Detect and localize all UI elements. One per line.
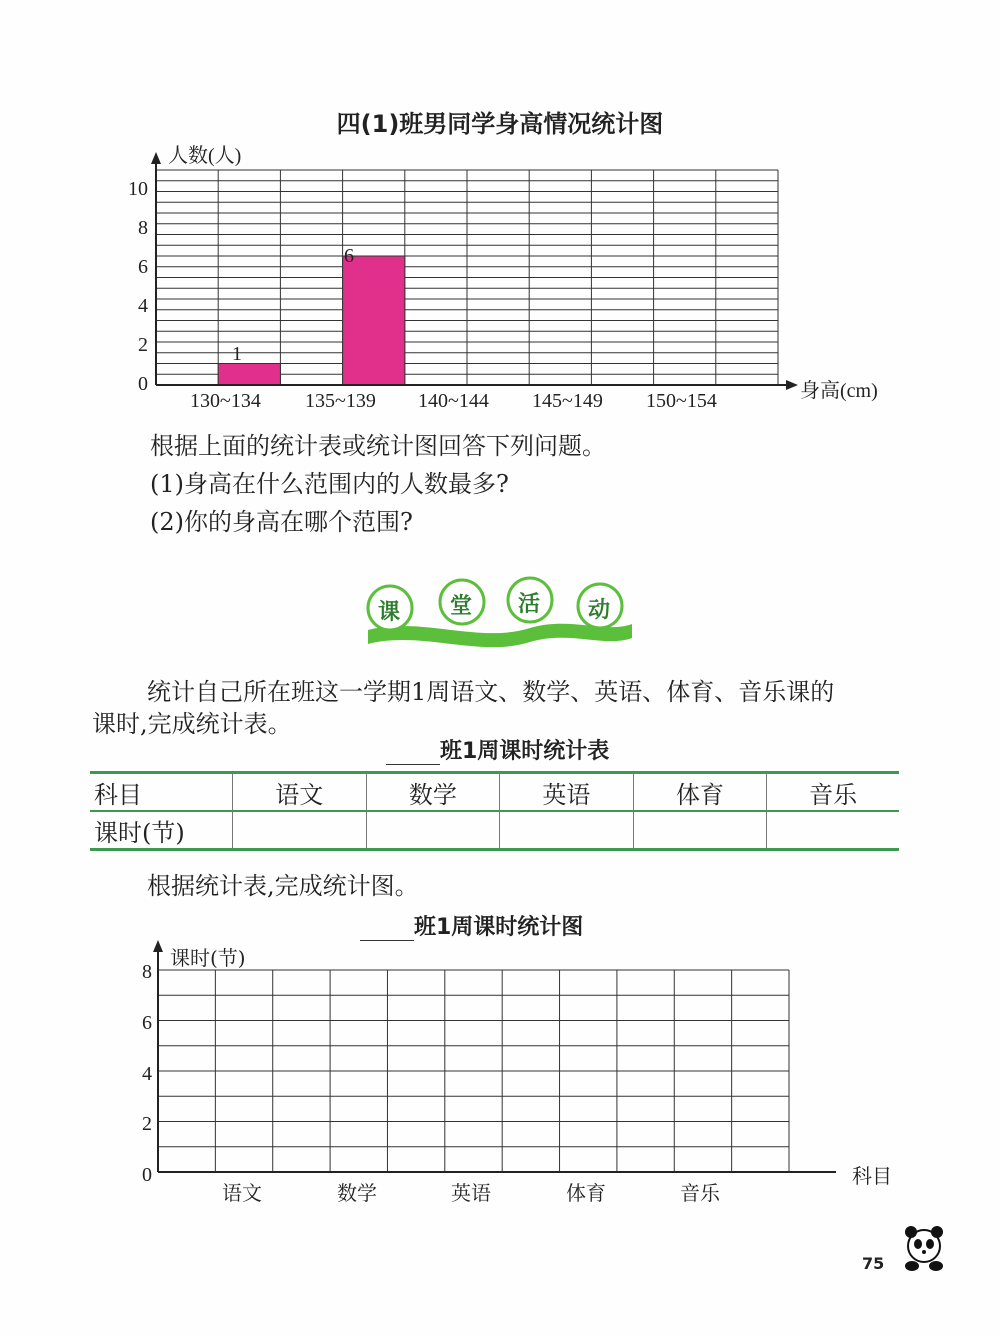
chart1-ytick: 6: [138, 256, 148, 278]
activity-char: 动: [588, 597, 611, 623]
chart1-ytick: 10: [128, 178, 148, 200]
table-input-cell[interactable]: [767, 811, 899, 850]
table-header-cell: 英语: [500, 773, 634, 812]
table-header-cell: 体育: [633, 773, 767, 812]
chart1-xtick: 130~134: [190, 390, 261, 412]
chart2-xtick: 数学: [337, 1181, 377, 1205]
activity-char: 活: [518, 591, 541, 617]
activity-char: 堂: [450, 593, 473, 619]
question-1: (1)身高在什么范围内的人数最多?: [150, 470, 509, 498]
page-number: 75: [862, 1254, 885, 1273]
table-header-row: [90, 773, 899, 812]
chart1-y-label: 人数(人): [168, 145, 242, 167]
chart1-xtick: 150~154: [646, 390, 717, 412]
chart2-xtick: 英语: [451, 1181, 491, 1205]
activity-text-line1: 统计自己所在班这一学期1周语文、数学、英语、体育、音乐课的: [147, 678, 835, 706]
chart2-ytick: 8: [142, 961, 152, 983]
activity-text-line2: 课时,完成统计表。: [92, 710, 292, 738]
table-input-cell[interactable]: [500, 811, 634, 850]
chart1-x-arrow: [786, 380, 798, 390]
lesson-stat-table: [90, 771, 899, 851]
chart2-xtick: 语文: [222, 1181, 262, 1205]
chart2-x-label: 科目: [852, 1164, 892, 1188]
chart2-xtick: 体育: [566, 1181, 606, 1205]
chart1-ytick: 2: [138, 334, 148, 356]
table-header-cell: 科目: [90, 773, 233, 812]
chart1-ytick: 8: [138, 217, 148, 239]
bar-data-label: 1: [232, 343, 242, 365]
chart2-y-arrow: [153, 940, 163, 952]
height-chart: [0, 0, 1000, 430]
table-title: 班1周课时统计表: [386, 734, 609, 765]
table-header-cell: 语文: [233, 773, 367, 812]
chart1-xtick: 145~149: [532, 390, 603, 412]
bar: [343, 256, 405, 385]
bar-data-label: 6: [344, 245, 354, 267]
chart1-x-label: 身高(cm): [800, 380, 878, 402]
chart2-ytick: 0: [142, 1164, 152, 1186]
chart2-title: 班1周课时统计图: [360, 910, 583, 941]
chart2-ytick: 4: [142, 1063, 152, 1085]
chart2-grid: [158, 970, 789, 1172]
activity-char: 课: [378, 599, 401, 625]
chart1-y-arrow: [151, 152, 161, 164]
table-input-cell[interactable]: [633, 811, 767, 850]
chart2-xtick: 音乐: [680, 1181, 720, 1205]
chart1-xtick: 135~139: [305, 390, 376, 412]
table-input-cell[interactable]: [366, 811, 500, 850]
chart1-title: 四(1)班男同学身高情况统计图: [336, 110, 664, 138]
chart1-ytick: 4: [138, 295, 148, 317]
class-name-blank[interactable]: [386, 746, 440, 765]
table-header-cell: 音乐: [767, 773, 899, 812]
chart1-ytick: 0: [138, 373, 148, 395]
table-row-label: 课时(节): [90, 811, 233, 850]
table-input-cell[interactable]: [233, 811, 367, 850]
chart2-y-label: 课时(节): [170, 946, 246, 970]
question-2: (2)你的身高在哪个范围?: [150, 508, 413, 536]
bar: [218, 364, 280, 386]
table-row: [90, 811, 899, 850]
chart1-xtick: 140~144: [418, 390, 489, 412]
table-header-cell: 数学: [366, 773, 500, 812]
panda-icon: [898, 1222, 950, 1274]
chart2-intro: 根据统计表,完成统计图。: [147, 872, 419, 900]
chart2-ytick: 6: [142, 1012, 152, 1034]
chart2-ytick: 2: [142, 1113, 152, 1135]
questions-intro: 根据上面的统计表或统计图回答下列问题。: [150, 432, 606, 460]
chart1-grid: [156, 170, 778, 385]
